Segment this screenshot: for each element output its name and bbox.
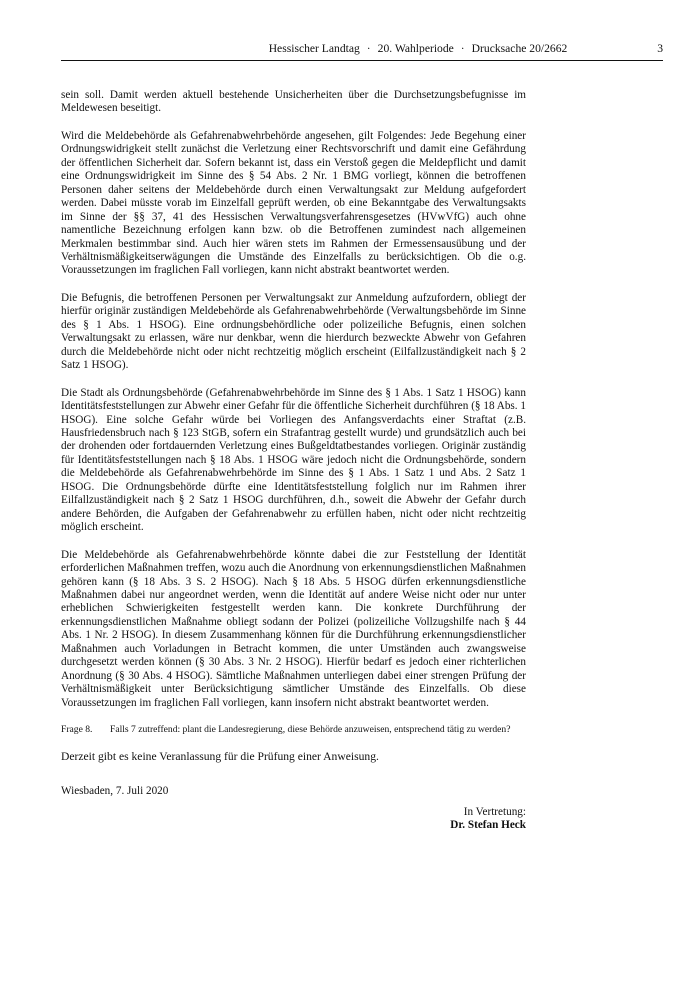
place-date: Wiesbaden, 7. Juli 2020 [61,784,169,797]
question-text: Falls 7 zutreffend: plant die Landesregierung, diese Behörde anzuweisen, entsprechend tätig zu werden? [110,724,511,736]
question-label: Frage 8. [61,724,93,736]
header-separator: · [366,42,371,55]
answer-text: Derzeit gibt es keine Veranlassung für die Prüfung einer Anweisung. [61,749,379,763]
signature-block [61,806,526,833]
paragraph: Die Meldebehörde als Gefahrenabwehrbehörde könnte dabei die zur Feststellung der Identität erforderlichen Maßnahmen treffen, wozu auch die Anordnung von erkennungsdienstlichen Maßnahmen gehören kann (§ 18 Abs. 3 S. 2 HSOG). Nach § 18 Abs. 5 HSOG dürfen erkennungsdienstliche Maßnahmen dabei nur angeordnet werden, wenn die Identität auf andere Weise nicht oder nur unter erheblichen Schwierigkeiten festgestellt werden kann. Die konkrete Durchführung der erkennungsdienstlichen Maßnahme obliegt sodann der Polizei (polizeiliche Vollzugshilfe nach § 44 Abs. 1 Nr. 2 HSOG). In diesem Zusammenhang können für die Durchführung erkennungsdienstlicher Maßnahmen auch Vorladungen in Betracht kommen, die unter Umständen auch zwangsweise durchgesetzt werden können (§ 30 Abs. 3 Nr. 2 HSOG). Hierfür bedarf es jedoch einer richterlichen Anordnung (§ 30 Abs. 4 HSOG). Sämtliche Maßnahmen unterliegen dabei einer strengen Prüfung der Verhältnismäßigkeit unter Berücksichtigung sämtlicher Umstände des Einzelfalls. Ob diese Voraussetzungen im fraglichen Fall vorliegen, kann insofern nicht abstrakt beantwortet werden. [61,548,526,709]
on-behalf-label: In Vertretung: [463,805,526,818]
document-body [61,89,526,833]
question-block [61,724,526,736]
header-reference [61,42,663,55]
page-header [61,42,663,58]
header-rule [61,60,663,61]
paragraph: Wird die Meldebehörde als Gefahrenabwehrbehörde angesehen, gilt Folgendes: Jede Begehung einer Ordnungswidrigkeit stellt zunächst die Verletzung einer Rechtsvorschrift und damit eine Gefährdung der öffentlichen Sicherheit dar. Sofern bekannt ist, dass ein Verstoß gegen die Meldepflicht und damit eine Ordnungswidrigkeit im Sinne des § 54 Abs. 2 Nr. 1 BMG vorliegt, können die betroffenen Personen daher seitens der Meldebehörde durch einen Verwaltungsakt zur Meldung aufgefordert werden. Dabei müsste vorab im Einzelfall geprüft werden, ob eine Bekanntgabe des Verwaltungsakts im Sinne der §§ 37, 41 des Hessischen Verwaltungsverfahrensgesetzes (HVwVfG) auch ohne namentliche Bezeichnung erfolgen kann bzw. ob die Betroffenen zumindest nach allgemeinen Merkmalen bestimmbar sind. Auch hier wären stets im Rahmen der Ermessensausübung und der Verhältnismäßigkeitserwägungen die Umstände des Einzelfalls zu berücksichtigen. Ob die o.g. Voraussetzungen im fraglichen Fall vorliegen, kann nicht abstrakt beantwortet werden. [61,129,526,277]
paragraph: sein soll. Damit werden aktuell bestehende Unsicherheiten über die Durchsetzungsbefugnisse im Meldewesen beseitigt. [61,89,526,115]
header-parliament: Hessischer Landtag [268,42,360,55]
header-period: 20. Wahlperiode [377,42,454,55]
paragraph: Die Stadt als Ordnungsbehörde (Gefahrenabwehrbehörde im Sinne des § 1 Abs. 1 Satz 1 HSOG) kann Identitätsfeststellungen zur Abwehr einer Gefahr für die öffentliche Sicherheit durchführen (§ 18 Abs. 1 HSOG). Eine solche Gefahr würde bei Vorliegen des Anfangsverdachts einer Straftat (z.B. Hausfriedensbruch nach § 123 StGB, sofern ein Strafantrag gestellt wurde) und grundsätzlich auch bei der drohenden oder fortdauernden Verletzung eines Bußgeldtatbestandes vorliegen. Originär zuständig für Identitätsfeststellungen nach § 18 Abs. 1 HSOG wäre jedoch nicht die Ordnungsbehörde, sondern die Meldebehörde als Gefahrenabwehrbehörde im Sinne des § 1 Abs. 1 Satz 1 und Abs. 2 Satz 1 HSOG. Die Ordnungsbehörde dürfte eine Identitätsfeststellung folglich nur im Rahmen ihrer Eilfallzuständigkeit nach § 2 Satz 1 HSOG durchführen, d.h., soweit die Abwehr der Gefahr durch andere Behörden, die Aufgaben der Gefahrenabwehr zu erfüllen haben, nicht oder nicht rechtzeitig möglich erscheint. [61,386,526,534]
header-separator: · [460,42,465,55]
page-number: 3 [657,42,663,55]
header-document-number: Drucksache 20/2662 [471,42,568,55]
signer-name: Dr. Stefan Heck [450,819,526,832]
paragraph: Die Befugnis, die betroffenen Personen per Verwaltungsakt zur Anmeldung aufzufordern, obliegt der hierfür originär zuständigen Meldebehörde als Gefahrenabwehrbehörde (Verwaltungsbehörde im Sinne des § 1 Abs. 1 HSOG). Eine ordnungsbehördliche oder polizeiliche Befugnis, einen solchen Verwaltungsakt zu erlassen, wäre nur denkbar, wenn die hierdurch bezweckte Abwehr von Gefahren durch die Meldebehörde nicht oder nicht rechtzeitig möglich erscheint (Eilfallzuständigkeit nach § 2 Satz 1 HSOG). [61,291,526,372]
